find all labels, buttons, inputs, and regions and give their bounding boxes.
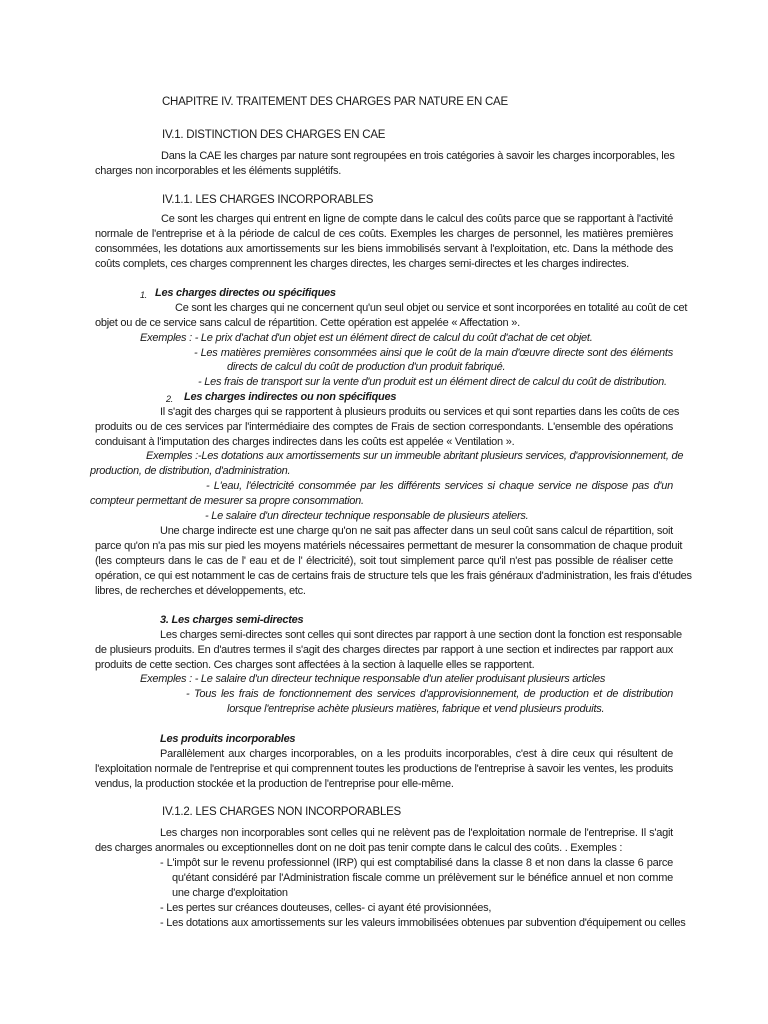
list-item: - L'impôt sur le revenu professionnel (IRP) qui est comptabilisé dans la classe 8 et non dans la classe 6 parce [160, 857, 673, 869]
paragraph-line: libres, de recherches et développements, etc. [95, 585, 306, 597]
subheading-semi-direct-charges: 3. Les charges semi-directes [160, 614, 304, 626]
paragraph-line: Ce sont les charges qui entrent en ligne de compte dans le calcul des coûts parce que se rapportant à l'activité [161, 213, 673, 225]
paragraph-line: produits de cette section. Ces charges sont affectées à la section à laquelle elles se rapportent. [95, 659, 535, 671]
paragraph-line: (les compteurs dans le cas de l' eau et de l' électricité), soit tout simplement parce qu'il n'est pas possible de réaliser cette [95, 555, 673, 567]
section-heading-iv11: IV.1.1. LES CHARGES INCORPORABLES [162, 194, 374, 206]
paragraph-line: normale de l'entreprise et à la période de calcul de ces coûts. Exemples les charges de personnel, les matières premières [95, 228, 673, 240]
example-line: production, de distribution, d'administration. [90, 465, 291, 477]
paragraph-line: l'exploitation normale de l'entreprise et qui comprennent toutes les productions de l'entreprise à savoir les ventes, les produits [95, 763, 673, 775]
example-line: compteur permettant de mesurer sa propre consommation. [90, 495, 364, 507]
paragraph-line: opération, ce qui est notamment le cas de certains frais de structure tels que les frais généraux d'administration, les frais d'études [95, 570, 692, 582]
paragraph-line: de plusieurs produits. En d'autres termes il s'agit des charges directes par rapport à une section et indirectes par rapport aux [95, 644, 673, 656]
example-line: directs de calcul du coût de production d'un produit fabriqué. [227, 361, 506, 373]
paragraph-line: Dans la CAE les charges par nature sont regroupées en trois catégories à savoir les charges incorporables, les [161, 150, 675, 162]
example-line: - Les frais de transport sur la vente d'un produit est un élément direct de calcul du coût de distribution. [198, 376, 667, 388]
list-item: une charge d'exploitation [172, 887, 288, 899]
list-number: 2. [166, 394, 174, 404]
paragraph-line: coûts complets, ces charges comprennent les charges directes, les charges semi-directes et les charges indirectes. [95, 258, 629, 270]
list-number: 1. [140, 290, 148, 300]
paragraph-line: Il s'agit des charges qui se rapportent à plusieurs produits ou services et qui sont reparties dans les coûts de ces [160, 406, 680, 418]
example-line: Exemples :-Les dotations aux amortissements sur un immeuble abritant plusieurs services, d'approvisionnement, de [146, 450, 684, 462]
section-heading-iv12: IV.1.2. LES CHARGES NON INCORPORABLES [162, 806, 401, 818]
paragraph-line: vendus, la production stockée et la production de l'entreprise pour elle-même. [95, 778, 454, 790]
example-line: - Tous les frais de fonctionnement des services d'approvisionnement, de production et de distribution [186, 688, 673, 700]
paragraph-line: produits ou de ces services par l'intermédiaire des comptes de Frais de section correspondants. L'ensemble des opérations [95, 421, 673, 433]
paragraph-line: parce qu'on n'a pas mis sur pied les moyens matériels nécessaires permettant de mesurer la consommation de chaque produit [95, 540, 683, 552]
subheading-indirect-charges: Les charges indirectes ou non spécifiques [184, 391, 397, 403]
paragraph-line: Une charge indirecte est une charge qu'on ne sait pas affecter dans un seul coût sans calcul de répartition, soit [160, 525, 673, 537]
example-line: Exemples : - Le prix d'achat d'un objet est un élément direct de calcul du coût d'achat de cet objet. [140, 332, 593, 344]
list-item: qu'étant considéré par l'Administration fiscale comme un prélèvement sur le bénéfice annuel et non comme [172, 872, 673, 884]
example-line: - Les matières premières consommées ainsi que le coût de la main d'œuvre directe sont des éléments [194, 347, 673, 359]
example-line: Exemples : - Le salaire d'un directeur technique responsable d'un atelier produisant plusieurs articles [140, 673, 606, 685]
paragraph-line: Ce sont les charges qui ne concernent qu'un seul objet ou service et sont incorporées en totalité au coût de cet [175, 302, 688, 314]
paragraph-line: des charges anormales ou exceptionnelles dont on ne doit pas tenir compte dans le calcul des coûts. . Exemples : [95, 842, 623, 854]
section-heading-iv1: IV.1. DISTINCTION DES CHARGES EN CAE [162, 129, 386, 141]
example-line: lorsque l'entreprise achète plusieurs matières, fabrique et vend plusieurs produits. [227, 703, 605, 715]
paragraph-line: charges non incorporables et les éléments supplétifs. [95, 165, 342, 177]
list-item: - Les pertes sur créances douteuses, celles- ci ayant été provisionnées, [160, 902, 492, 914]
paragraph-line: conduisant à l'imputation des charges indirectes dans les coûts est appelée « Ventilation ». [95, 436, 515, 448]
list-item: - Les dotations aux amortissements sur les valeurs immobilisées obtenues par subvention d'équipement ou celles [160, 917, 686, 929]
paragraph-line: objet ou de ce service sans calcul de répartition. Cette opération est appelée « Affectation ». [95, 317, 520, 329]
example-line: - Le salaire d'un directeur technique responsable de plusieurs ateliers. [205, 510, 529, 522]
paragraph-line: Les charges non incorporables sont celles qui ne relèvent pas de l'exploitation normale de l'entreprise. Il s'agit [160, 827, 673, 839]
paragraph-line: consommées, les dotations aux amortissements sur les biens immobilisés servant à l'exploitation, etc. Dans la méthode des [95, 243, 673, 255]
paragraph-line: Les charges semi-directes sont celles qui sont directes par rapport à une section dont la fonction est responsable [160, 629, 682, 641]
subheading-direct-charges: Les charges directes ou spécifiques [155, 287, 336, 299]
chapter-title: CHAPITRE IV. TRAITEMENT DES CHARGES PAR NATURE EN CAE [162, 96, 508, 108]
subheading-incorporable-products: Les produits incorporables [160, 733, 296, 745]
example-line: - L'eau, l'électricité consommée par les différents services si chaque service ne dispose pas d'un [206, 480, 673, 492]
paragraph-line: Parallèlement aux charges incorporables, on a les produits incorporables, c'est à dire ceux qui résultent de [160, 748, 673, 760]
